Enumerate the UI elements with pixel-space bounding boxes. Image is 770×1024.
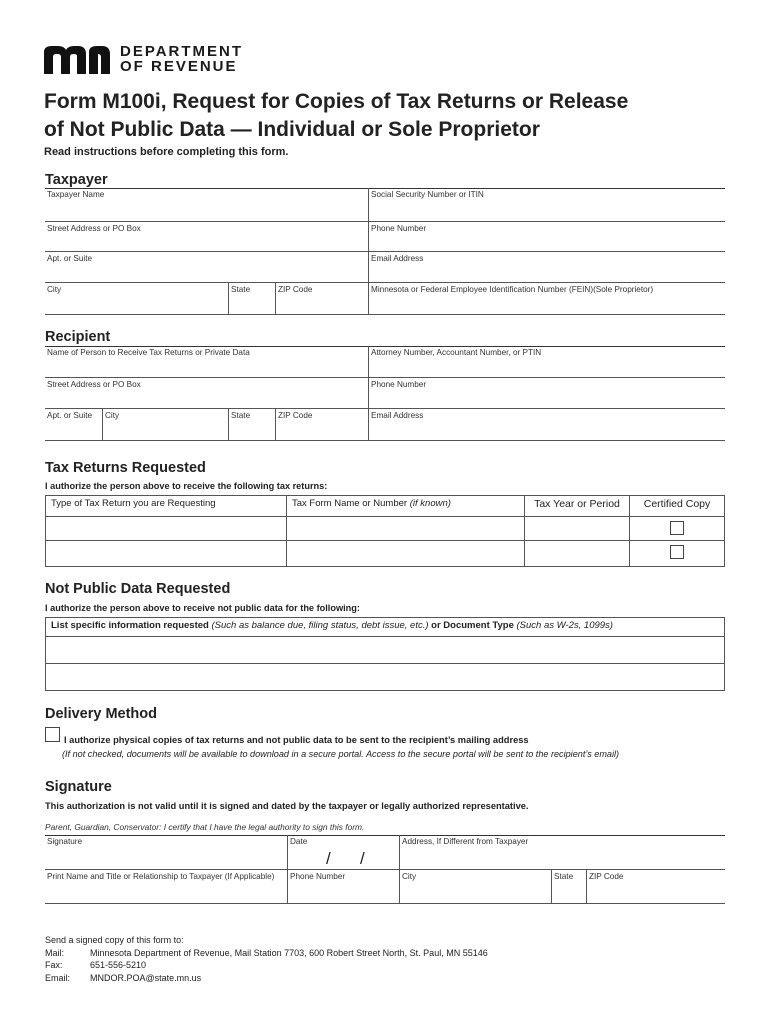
- signature-city-field[interactable]: City: [399, 870, 551, 903]
- delivery-heading: Delivery Method: [45, 706, 157, 722]
- recipient-zip-field[interactable]: ZIP Code: [275, 409, 368, 440]
- form-title: Form M100i, Request for Copies of Tax Returns or Release of Not Public Data — Individual or Sole Proprietor: [44, 90, 629, 141]
- recipient-apt-field[interactable]: Apt. or Suite: [47, 411, 93, 420]
- signature-address-field[interactable]: Address, If Different from Taxpayer: [399, 835, 725, 869]
- year-input[interactable]: [525, 541, 630, 567]
- recipient-city-field[interactable]: City: [102, 409, 228, 440]
- certified-checkbox[interactable]: [670, 521, 684, 535]
- not-public-input[interactable]: [46, 637, 725, 664]
- mn-logo-icon: [44, 44, 110, 74]
- taxpayer-apt-field[interactable]: Apt. or Suite: [47, 254, 93, 263]
- delivery-checkbox[interactable]: [45, 727, 60, 742]
- department-logo-text: DEPARTMENT OF REVENUE: [120, 43, 244, 75]
- col-header-certified: Certified Copy: [630, 496, 725, 517]
- print-name-field[interactable]: Print Name and Title or Relationship to Taxpayer (If Applicable): [47, 872, 275, 881]
- date-separator: /: [360, 849, 365, 868]
- form-input[interactable]: [287, 517, 525, 541]
- instructions-text: Read instructions before completing this form.: [44, 146, 289, 158]
- recipient-fields: [45, 346, 725, 441]
- col-header-form: Tax Form Name or Number (if known): [287, 496, 525, 517]
- signature-phone-field[interactable]: Phone Number: [287, 870, 399, 903]
- type-input[interactable]: [46, 541, 287, 567]
- table-row: [46, 541, 725, 567]
- taxpayer-zip-field[interactable]: ZIP Code: [275, 283, 368, 314]
- taxpayer-ssn-field[interactable]: Social Security Number or ITIN: [368, 188, 725, 221]
- footer-contact: Send a signed copy of this form to: Mail: Minnesota Department of Revenue, Mail Station 7703, 600 Robert Street North, St. Paul, MN 55146 Fax: 651-556-5210 Email: MNDOR.POA@state.mn.us: [45, 935, 488, 983]
- table-row: [46, 517, 725, 541]
- signature-cert: Parent, Guardian, Conservator: I certify that I have the legal authority to sign this form.: [45, 822, 365, 832]
- signature-field[interactable]: Signature: [47, 837, 83, 846]
- not-public-table: [45, 617, 725, 691]
- date-separator: /: [326, 849, 331, 868]
- delivery-note: (If not checked, documents will be available to download in a secure portal. Access to the secure portal will be sent to the recipient’s email): [62, 749, 620, 759]
- form-input[interactable]: [287, 541, 525, 567]
- certified-checkbox[interactable]: [670, 545, 684, 559]
- type-input[interactable]: [46, 517, 287, 541]
- recipient-state-field[interactable]: State: [228, 409, 275, 440]
- not-public-header: List specific information requested (Such as balance due, filing status, debt issue, etc.) or Document Type (Such as W-2s, 1099s): [46, 618, 725, 637]
- signature-note: This authorization is not valid until it is signed and dated by the taxpayer or legally authorized representative.: [45, 801, 529, 811]
- tax-returns-heading: Tax Returns Requested: [45, 460, 206, 476]
- signature-state-field[interactable]: State: [551, 870, 586, 903]
- taxpayer-fields: [45, 188, 725, 316]
- taxpayer-street-field[interactable]: Street Address or PO Box: [47, 224, 141, 233]
- not-public-input[interactable]: [46, 664, 725, 691]
- tax-returns-intro: I authorize the person above to receive the following tax returns:: [45, 481, 328, 491]
- taxpayer-fein-field[interactable]: Minnesota or Federal Employee Identification Number (FEIN)(Sole Proprietor): [368, 283, 725, 314]
- recipient-name-field[interactable]: Name of Person to Receive Tax Returns or Private Data: [47, 348, 250, 357]
- year-input[interactable]: [525, 517, 630, 541]
- taxpayer-name-field[interactable]: Taxpayer Name: [47, 190, 105, 199]
- date-field[interactable]: Date / /: [287, 835, 399, 869]
- signature-zip-field[interactable]: ZIP Code: [586, 870, 725, 903]
- recipient-email-field[interactable]: Email Address: [368, 409, 725, 440]
- recipient-street-field[interactable]: Street Address or PO Box: [47, 380, 141, 389]
- col-header-type: Type of Tax Return you are Requesting: [46, 496, 287, 517]
- taxpayer-phone-field[interactable]: Phone Number: [368, 222, 725, 251]
- signature-heading: Signature: [45, 779, 112, 795]
- taxpayer-heading: Taxpayer: [45, 172, 108, 188]
- recipient-attorney-field[interactable]: Attorney Number, Accountant Number, or PTIN: [368, 346, 725, 377]
- not-public-intro: I authorize the person above to receive not public data for the following:: [45, 603, 360, 613]
- taxpayer-city-field[interactable]: City: [47, 285, 62, 294]
- tax-returns-table: [45, 495, 725, 567]
- taxpayer-state-field[interactable]: State: [228, 283, 275, 314]
- col-header-year: Tax Year or Period: [525, 496, 630, 517]
- taxpayer-email-field[interactable]: Email Address: [368, 252, 725, 282]
- recipient-heading: Recipient: [45, 329, 111, 345]
- not-public-heading: Not Public Data Requested: [45, 581, 231, 597]
- signature-fields: [45, 835, 725, 905]
- delivery-option: I authorize physical copies of tax returns and not public data to be sent to the recipient’s mailing address: [64, 735, 529, 745]
- recipient-phone-field[interactable]: Phone Number: [368, 378, 725, 408]
